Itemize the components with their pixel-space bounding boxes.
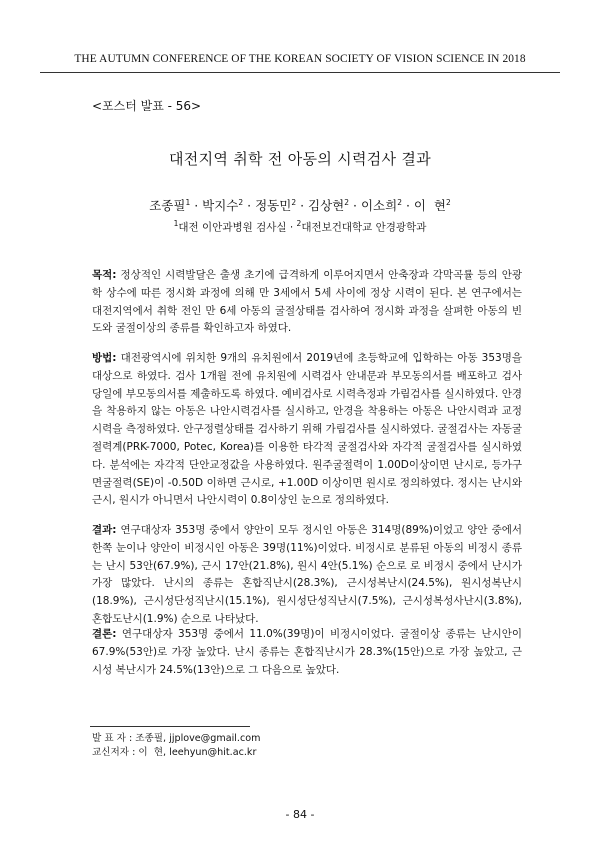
- author-affiliation-mark: 2: [344, 197, 350, 207]
- page-number: - 84 -: [285, 808, 315, 821]
- author-name: 정동민: [255, 198, 292, 213]
- affiliation-mark: 2: [296, 219, 302, 228]
- presenter-line: 발 표 자 : 조종필, jjplove@gmail.com: [92, 733, 261, 744]
- author-affiliation-mark: 2: [291, 197, 297, 207]
- affiliation-line: $^1$대전 이안과병원 검사실 · $^2$대전보건대학교 안경광학과: [173, 219, 427, 234]
- affiliation-name: 대전 이안과병원 검사실: [178, 221, 287, 234]
- section-label: 결론:: [92, 628, 117, 640]
- section-text: 정상적인 시력발달은 출생 초기에 급격하게 이루어지면서 안축장과 각막곡률 등의 안광학 상수에 따른 정시화 과정에 의해 만 3세에서 5세 사이에 정상 시력이 된다. 본 연구에서는 대전지역에서 취학 전인 만 6세 아동의 굴절상태를 검사하여 정시화 과정을 살펴한 아동의 빈도와 굴절이상의 종류를 확인하고자 하였다.: [92, 269, 522, 335]
- results-section: [92, 522, 522, 629]
- section-label: 결과:: [92, 524, 117, 536]
- author-affiliation-mark: 1: [185, 197, 191, 207]
- author-name: 박지수: [202, 198, 239, 213]
- author-list: 조종필$^1$ · 박지수$^2$ · 정동민$^2$ · 김상현$^2$ · 이소희$^2$ · 이 현$^2$: [149, 197, 451, 213]
- paper-title: 대전지역 취학 전 아동의 시력검사 결과: [169, 150, 431, 168]
- corresponding-line: 교신저자 : 이 현, leehyun@hit.ac.kr: [92, 747, 257, 758]
- footnote: [92, 732, 260, 760]
- conference-header: THE AUTUMN CONFERENCE OF THE KOREAN SOCIETY OF VISION SCIENCE IN 2018: [74, 53, 526, 65]
- section-text: 연구대상자 353명 중에서 11.0%(39명)이 비정시이었다. 굴절이상 종류는 난시안이 67.9%(53안)로 가장 높았다. 난시 종류는 혼합직난시가 28.3%(15안)으로 가장 높았고, 근시성 복난시가 24.5%(13안)으로 그 다음으로 높았다.: [92, 628, 522, 676]
- author-name: 이 현: [413, 198, 446, 213]
- author-affiliation-mark: 2: [238, 197, 244, 207]
- author-affiliation-mark: 2: [397, 197, 402, 207]
- section-text: 대전광역시에 위치한 9개의 유치원에서 2019년에 초등학교에 입학하는 아동 353명을 대상으로 하였다. 검사 1개월 전에 유치원에 시력검사 안내문과 부모동의서를 배포하고 검사 당일에 부모동의서를 제출하도록 하였다. 예비검사로 시력측정과 가림검사를 실시하였다. 안경을 착용하지 않는 아동은 나안시력검사를 실시하고, 안경을 착용하는 아동은 나안시력과 교정시력을 측정하였다. 안구정렬상태를 검사하기 위해 가림검사를 실시하였다. 굴절검사는 자동굴절력계(PRK-7000, Potec, Korea)를 이용한 타각적 굴절검사와 자각적 굴절검사를 실시하였다. 분석에는 자각적 단안교정값을 사용하였다. 원주굴절력이 1.00D이상이면 난시로, 등가구면굴절력(SE)이 -0.50D 이하면 근시로, +1.00D 이상이면 원시로 정의하였다. 정시는 난시와 근시, 원시가 아니면서 나안시력이 0.8이상인 눈으로 정의하였다.: [92, 352, 522, 507]
- author-affiliation-mark: 2: [446, 197, 451, 207]
- poster-label: <포스터 발표 - 56>: [92, 99, 202, 113]
- affiliation-name: 대전보건대학교 안경광학과: [301, 221, 427, 234]
- corresponding-label: 교신저자: [92, 747, 130, 758]
- section-label: 목적:: [92, 269, 117, 281]
- section-text: 연구대상자 353명 중에서 양안이 모두 정시인 아동은 314명(89%)이었고 양안 중에서 한쪽 눈이나 양안이 비정시인 아동은 39명(11%)이었다. 비정시로 분류된 아동의 비정시 종류는 난시 53안(67.9%), 근시 17안(21.8%), 원시 4안(5.1%) 순으로 로 비정시 중에서 난시가 가장 많았다. 난시의 종류는 혼합직난시(28.3%), 근시성복난시(24.5%), 원시성복난시(18.9%), 근시성단성직난시(15.1%), 원시성단성직난시(7.5%), 근시성복성사난시(3.8%), 혼합도난시(1.9%) 순으로 나타났다.: [92, 524, 522, 625]
- method-section: [92, 350, 522, 510]
- footnote-rule: [90, 726, 250, 727]
- author-name: 이소희: [360, 198, 398, 213]
- author-name: 조종필: [149, 198, 186, 213]
- presenter-info: 조종필, jjplove@gmail.com: [135, 733, 261, 744]
- purpose-section: [92, 267, 522, 338]
- affiliation-mark: 1: [173, 219, 179, 228]
- conclusion-section: [92, 626, 522, 679]
- presenter-label: 발 표 자: [92, 733, 126, 744]
- corresponding-info: 이 현, leehyun@hit.ac.kr: [138, 747, 257, 758]
- author-name: 김상현: [308, 198, 345, 213]
- header-rule: [40, 72, 560, 73]
- section-label: 방법:: [92, 352, 117, 364]
